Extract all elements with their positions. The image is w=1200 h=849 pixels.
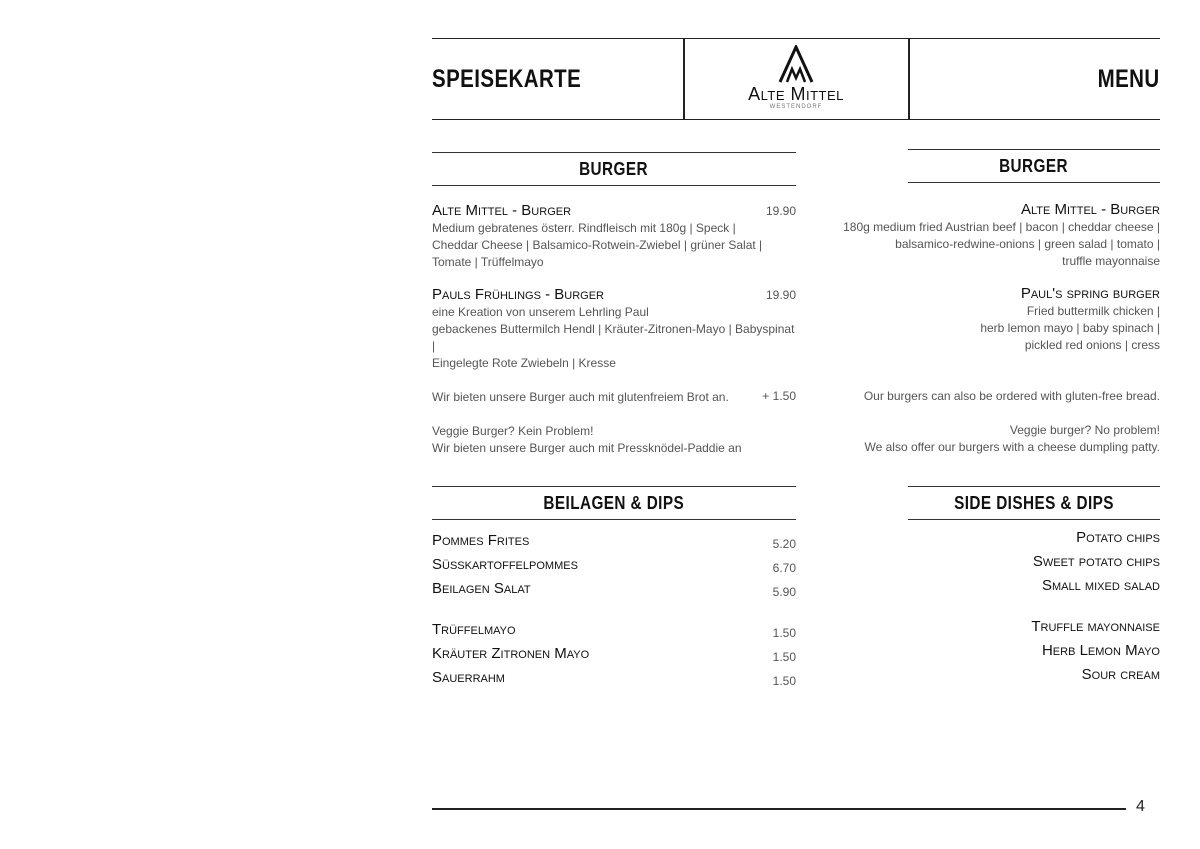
item-name: Sweet potato chips [1032, 553, 1160, 570]
item-price: 19.90 [765, 204, 796, 218]
item-desc: Fried buttermilk chicken | [1026, 304, 1160, 318]
veggie-note: Veggie Burger? Kein Problem! [432, 424, 594, 438]
menu-item [432, 286, 796, 372]
list-item [796, 575, 1160, 597]
title-menu: MENU [1098, 65, 1160, 93]
item-name: Süsskartoffelpommes [432, 556, 578, 573]
sides-list-en [796, 527, 1160, 697]
item-name: Pommes Frites [432, 532, 530, 549]
item-name: Herb Lemon Mayo [1041, 642, 1160, 659]
burger-notes-en [796, 388, 1160, 458]
title-speisekarte: SPEISEKARTE [432, 65, 582, 93]
item-desc: Cheddar Cheese | Balsamico-Rotwein-Zwiebel | grüner Salat | [432, 238, 763, 252]
item-name: Kräuter Zitronen Mayo [432, 645, 590, 662]
sides-list-de [432, 530, 796, 700]
list-item [432, 554, 796, 576]
menu-header [432, 38, 1160, 120]
item-title: Alte Mittel - Burger [432, 202, 572, 219]
item-desc: Tomate | Trüffelmayo [432, 255, 544, 269]
burger-list-en [796, 201, 1160, 361]
mountain-logo-icon [778, 45, 814, 83]
item-desc: 180g medium fried Austrian beef | bacon | cheddar cheese | [843, 220, 1160, 234]
menu-item [796, 201, 1160, 270]
item-title: Pauls Frühlings - Burger [432, 286, 604, 303]
item-desc: truffle mayonnaise [1062, 254, 1160, 268]
logo-name: Alte Mittel [748, 84, 844, 104]
item-price: 1.50 [772, 674, 796, 688]
menu-item [432, 202, 796, 271]
item-title: Paul's spring burger [1020, 285, 1160, 302]
gluten-note: Wir bieten unsere Burger auch mit glutenfreiem Brot an. [432, 390, 729, 404]
menu-item [796, 285, 1160, 354]
item-name: Potato chips [1076, 529, 1160, 546]
heading-sides-de: BEILAGEN & DIPS [432, 486, 796, 520]
veggie-note: Veggie burger? No problem! [1009, 423, 1160, 437]
list-item [432, 619, 796, 641]
page-number: 4 [1136, 798, 1145, 815]
list-item [432, 667, 796, 689]
logo [684, 39, 908, 119]
item-price: 1.50 [772, 650, 796, 664]
list-item [432, 578, 796, 600]
item-desc: gebackenes Buttermilch Hendl | Kräuter-Zitronen-Mayo | Babyspinat | [432, 322, 795, 353]
item-price: 5.90 [772, 585, 796, 599]
item-price: 19.90 [765, 288, 796, 302]
list-item [796, 551, 1160, 573]
item-name: Truffle mayonnaise [1031, 618, 1160, 635]
heading-sides-en: SIDE DISHES & DIPS [908, 486, 1160, 520]
heading-burger-en: BURGER [908, 149, 1160, 183]
veggie-note: We also offer our burgers with a cheese dumpling patty. [864, 440, 1160, 454]
item-price: 1.50 [772, 626, 796, 640]
item-name: Beilagen Salat [432, 580, 531, 597]
burger-notes-de [432, 389, 796, 459]
item-title: Alte Mittel - Burger [1020, 201, 1160, 218]
list-item [796, 527, 1160, 549]
list-item [432, 643, 796, 665]
header-divider [908, 39, 910, 119]
item-price: 5.20 [772, 537, 796, 551]
burger-list-de [432, 202, 796, 370]
item-desc: pickled red onions | cress [1024, 338, 1160, 352]
list-item [796, 664, 1160, 686]
footer-divider [432, 808, 1126, 810]
veggie-note: Wir bieten unsere Burger auch mit Pressknödel-Paddie an [432, 441, 742, 455]
item-price: 6.70 [772, 561, 796, 575]
item-name: Sauerrahm [432, 669, 505, 686]
item-desc: Medium gebratenes österr. Rindfleisch mit 180g | Speck | [432, 221, 736, 235]
item-desc: Eingelegte Rote Zwiebeln | Kresse [432, 356, 616, 370]
list-item [796, 616, 1160, 638]
item-name: Trüffelmayo [432, 621, 516, 638]
gluten-price: + 1.50 [762, 389, 796, 403]
gluten-note: Our burgers can also be ordered with gluten-free bread. [863, 389, 1160, 403]
heading-burger-de: BURGER [432, 152, 796, 186]
item-desc: eine Kreation von unserem Lehrling Paul [432, 305, 649, 319]
list-item [432, 530, 796, 552]
item-desc: balsamico-redwine-onions | green salad | tomato | [895, 237, 1160, 251]
item-name: Sour cream [1081, 666, 1160, 683]
item-desc: herb lemon mayo | baby spinach | [980, 321, 1160, 335]
item-name: Small mixed salad [1042, 577, 1160, 594]
logo-subtitle: WESTENDORF [769, 104, 823, 110]
list-item [796, 640, 1160, 662]
